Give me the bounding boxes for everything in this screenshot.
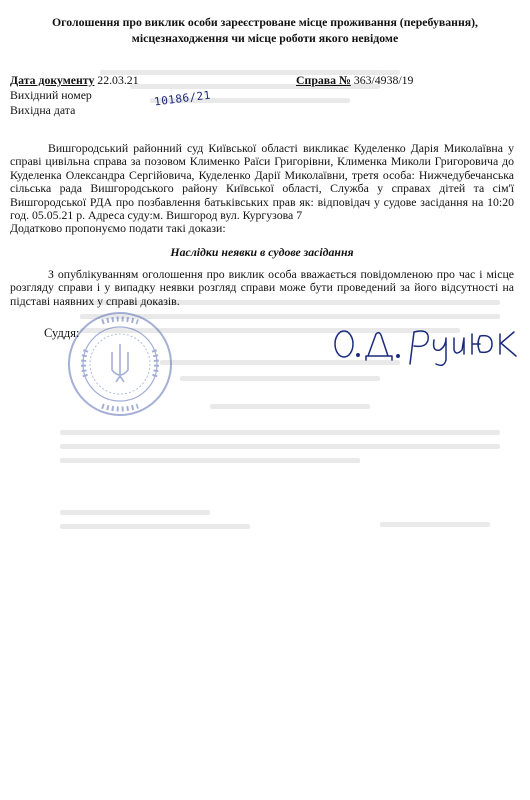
handwritten-outgoing-number: 10186/21: [153, 88, 212, 109]
title-line-2: місцезнаходження чи місце роботи якого невідоме: [131, 31, 399, 45]
case-number-row: [296, 73, 413, 87]
summons-text: [10, 142, 514, 222]
document-date-value: 22.03.21: [97, 73, 139, 87]
consequences-heading: Наслідки неявки в судове засідання: [170, 245, 354, 259]
outgoing-number-label: Вихідний номер: [10, 88, 92, 102]
judge-label: Суддя:: [44, 326, 80, 340]
court-seal-stamp: [66, 310, 174, 418]
case-number-label: Справа №: [296, 73, 351, 87]
title-line-1: Оголошення про виклик особи зареєстроване місце проживання (перебування),: [51, 15, 479, 29]
case-number-value: 363/4938/19: [353, 73, 414, 87]
judge-signature: [330, 320, 520, 370]
summons-paragraph: Вишгородський районний суд Київської області викликає Куделенко Дарія Миколаївна у справі цивільна справа за позовом Клименко Раїси Григорівни, Клименка Миколи Григоровича до Куделенка Олександра Сергійовича, Куделенко Дарії Миколаївни, третя особа: Нижчедубечанська сільська рада Вишгородського району Київської області, Служба у справах дітей та сім'ї Вишгородської РДА про позбавлення батьківських прав як: відповідач у судове засідання на 10:20 год. 05.05.21 р. Адреса суду:м. Вишгород вул. Кургузова 7: [10, 141, 514, 223]
document-date-label: Дата документу: [10, 73, 95, 87]
document-date-row: [10, 73, 139, 87]
consequences-paragraph: З опублікуванням оголошення про виклик особа вважається повідомленою про час і місце розгляду справи і у випадку неявки розгляд справи може бути проведений за його відсутності на підставі наявних у справі доказів.: [10, 267, 514, 308]
additional-evidence-text: Додатково пропонуємо подати такі докази:: [10, 221, 226, 235]
outgoing-date-label: Вихідна дата: [10, 103, 76, 117]
document-title: [20, 14, 510, 46]
consequences-text: [10, 268, 514, 308]
